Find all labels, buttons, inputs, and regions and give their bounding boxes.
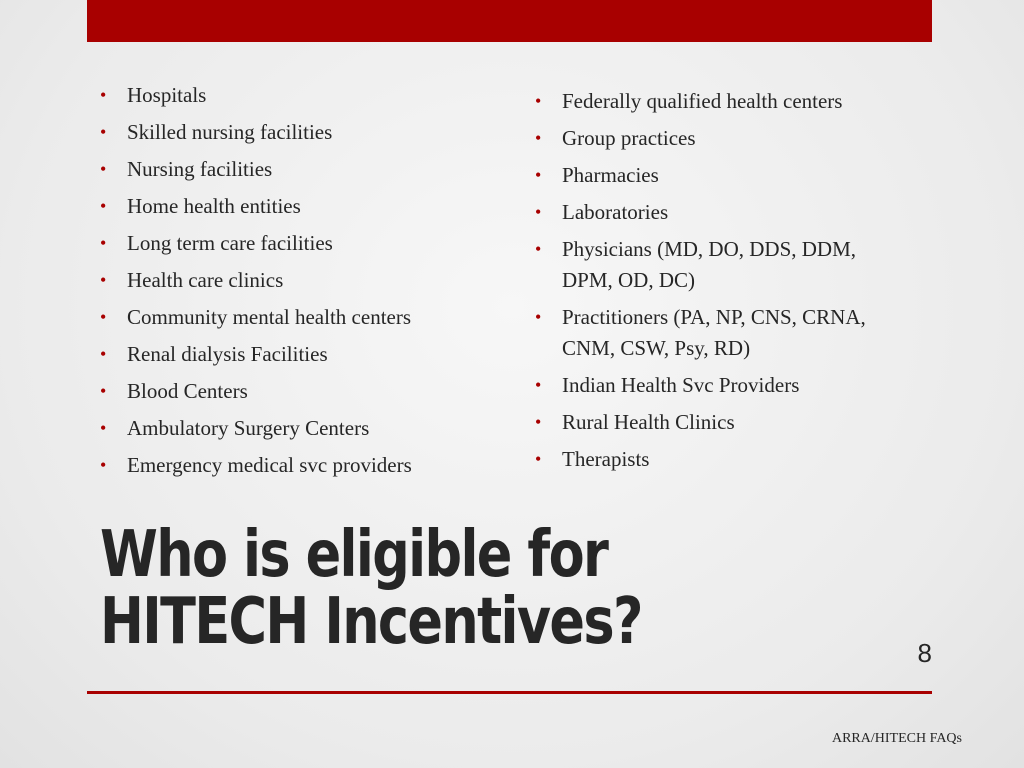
list-item bbox=[535, 370, 935, 401]
list-item bbox=[100, 80, 500, 111]
list-item bbox=[535, 302, 892, 364]
list-item-text: Skilled nursing facilities bbox=[127, 120, 333, 144]
list-item-text: Therapists bbox=[562, 447, 650, 471]
list-item-text: Rural Health Clinics bbox=[562, 410, 735, 434]
bullet-icon: • bbox=[100, 381, 107, 401]
bullet-icon: • bbox=[100, 159, 107, 179]
list-item-text: Physicians (MD, DO, DDS, DDM, DPM, OD, DC) bbox=[562, 237, 857, 292]
list-item bbox=[100, 265, 500, 296]
bullet-icon: • bbox=[535, 91, 542, 111]
top-accent-bar bbox=[87, 0, 932, 42]
bullet-icon: • bbox=[100, 270, 107, 290]
bullet-icon: • bbox=[535, 239, 542, 259]
bullet-icon: • bbox=[100, 196, 107, 216]
list-item bbox=[100, 228, 500, 259]
list-item-text: Ambulatory Surgery Centers bbox=[127, 416, 370, 440]
list-item-text: Home health entities bbox=[127, 194, 301, 218]
bullet-icon: • bbox=[100, 418, 107, 438]
list-item bbox=[535, 234, 892, 296]
list-item bbox=[535, 160, 935, 191]
bottom-divider bbox=[87, 691, 932, 694]
left-bullet-list bbox=[100, 80, 500, 487]
page-number: 8 bbox=[917, 638, 932, 668]
list-item bbox=[535, 444, 935, 475]
bullet-icon: • bbox=[535, 375, 542, 395]
list-item-text: Community mental health centers bbox=[127, 305, 412, 329]
list-item bbox=[100, 154, 500, 185]
slide-title: Who is eligible for HITECH Incentives? bbox=[100, 518, 642, 659]
list-item bbox=[100, 339, 500, 370]
bullet-icon: • bbox=[535, 202, 542, 222]
right-bullet-list bbox=[535, 86, 935, 481]
bullet-icon: • bbox=[535, 412, 542, 432]
list-item bbox=[100, 117, 500, 148]
list-item-text: Health care clinics bbox=[127, 268, 284, 292]
list-item bbox=[100, 376, 500, 407]
bullet-icon: • bbox=[100, 122, 107, 142]
list-item bbox=[100, 302, 500, 333]
list-item bbox=[535, 407, 935, 438]
list-item-text: Indian Health Svc Providers bbox=[562, 373, 800, 397]
bullet-icon: • bbox=[100, 85, 107, 105]
list-item-text: Emergency medical svc providers bbox=[127, 453, 412, 477]
list-item bbox=[100, 413, 500, 444]
list-item-text: Federally qualified health centers bbox=[562, 89, 843, 113]
bullet-icon: • bbox=[100, 455, 107, 475]
bullet-icon: • bbox=[100, 307, 107, 327]
list-item-text: Laboratories bbox=[562, 200, 669, 224]
bullet-icon: • bbox=[535, 165, 542, 185]
list-item bbox=[535, 123, 935, 154]
list-item-text: Renal dialysis Facilities bbox=[127, 342, 328, 366]
list-item-text: Practitioners (PA, NP, CNS, CRNA, CNM, CSW, Psy, RD) bbox=[562, 305, 866, 360]
bullet-icon: • bbox=[535, 128, 542, 148]
footer-text: ARRA/HITECH FAQs bbox=[831, 731, 962, 746]
list-item bbox=[535, 197, 935, 228]
bullet-icon: • bbox=[100, 344, 107, 364]
list-item-text: Hospitals bbox=[127, 83, 207, 107]
bullet-icon: • bbox=[535, 449, 542, 469]
list-item-text: Nursing facilities bbox=[127, 157, 273, 181]
list-item-text: Pharmacies bbox=[562, 163, 659, 187]
list-item bbox=[100, 450, 500, 481]
list-item-text: Long term care facilities bbox=[127, 231, 333, 255]
list-item-text: Group practices bbox=[562, 126, 696, 150]
list-item bbox=[100, 191, 500, 222]
list-item-text: Blood Centers bbox=[127, 379, 248, 403]
bullet-icon: • bbox=[100, 233, 107, 253]
bullet-icon: • bbox=[535, 307, 542, 327]
list-item bbox=[535, 86, 935, 117]
